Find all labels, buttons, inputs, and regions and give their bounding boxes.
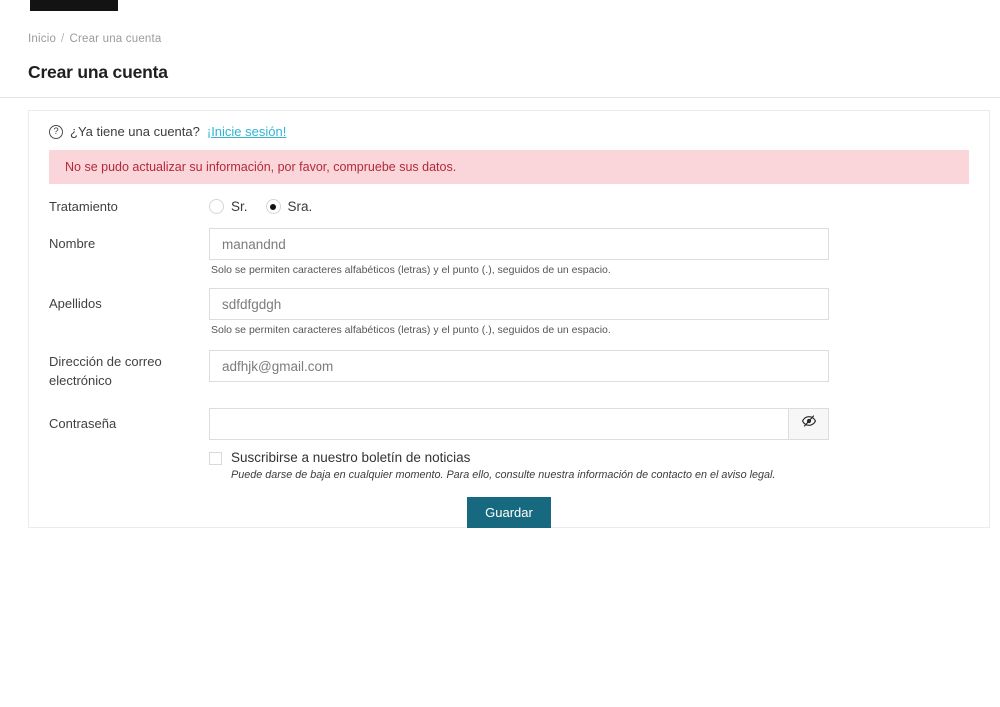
newsletter-label: Suscribirse a nuestro boletín de noticias bbox=[231, 449, 471, 465]
newsletter-spacer bbox=[49, 450, 209, 481]
question-circle-icon: ? bbox=[49, 125, 63, 139]
breadcrumb-separator: / bbox=[61, 33, 65, 45]
email-input[interactable] bbox=[209, 350, 829, 382]
login-link[interactable]: ¡Inicie sesión! bbox=[206, 124, 287, 139]
password-visibility-toggle[interactable] bbox=[788, 408, 829, 440]
login-hint-text: ¿Ya tiene una cuenta? bbox=[70, 124, 200, 139]
radio-sr-label: Sr. bbox=[231, 199, 248, 214]
last-name-label: Apellidos bbox=[49, 296, 102, 311]
newsletter-help: Puede darse de baja en cualquier momento. Para ello, consulte nuestra información de contacto en el aviso legal. bbox=[231, 468, 776, 481]
password-input[interactable] bbox=[209, 408, 789, 440]
treatment-label: Tratamiento bbox=[49, 199, 118, 214]
page-title: Crear una cuenta bbox=[28, 62, 168, 82]
breadcrumb-home-link[interactable]: Inicio bbox=[28, 33, 57, 45]
header-fragment bbox=[30, 0, 118, 11]
radio-sra-icon[interactable] bbox=[266, 199, 281, 214]
newsletter-checkbox[interactable] bbox=[209, 452, 222, 465]
treatment-row bbox=[49, 199, 969, 214]
login-hint bbox=[49, 124, 969, 139]
breadcrumb-current: Crear una cuenta bbox=[69, 33, 162, 45]
password-row bbox=[49, 408, 969, 440]
radio-option-sra[interactable] bbox=[266, 199, 313, 214]
newsletter-row bbox=[49, 450, 969, 481]
last-name-help: Solo se permiten caracteres alfabéticos (letras) y el punto (.), seguidos de un espacio. bbox=[211, 324, 611, 336]
save-button[interactable]: Guardar bbox=[467, 497, 551, 528]
first-name-input[interactable] bbox=[209, 228, 829, 260]
email-label: Dirección de correo electrónico bbox=[49, 354, 162, 388]
create-account-card bbox=[28, 110, 990, 528]
radio-sra-label: Sra. bbox=[287, 199, 313, 214]
last-name-row bbox=[49, 288, 969, 336]
eye-slash-icon bbox=[801, 414, 817, 433]
first-name-label: Nombre bbox=[49, 236, 96, 251]
email-row bbox=[49, 350, 969, 391]
radio-sr-icon[interactable] bbox=[209, 199, 224, 214]
first-name-row bbox=[49, 228, 969, 276]
breadcrumb bbox=[28, 33, 162, 45]
radio-option-sr[interactable] bbox=[209, 199, 248, 214]
create-account-form bbox=[49, 199, 969, 528]
treatment-options bbox=[209, 199, 829, 214]
password-label: Contraseña bbox=[49, 415, 117, 431]
error-alert: No se pudo actualizar su información, por favor, compruebe sus datos. bbox=[49, 150, 969, 184]
first-name-help: Solo se permiten caracteres alfabéticos (letras) y el punto (.), seguidos de un espacio. bbox=[211, 264, 611, 276]
title-divider bbox=[0, 97, 1000, 98]
last-name-input[interactable] bbox=[209, 288, 829, 320]
